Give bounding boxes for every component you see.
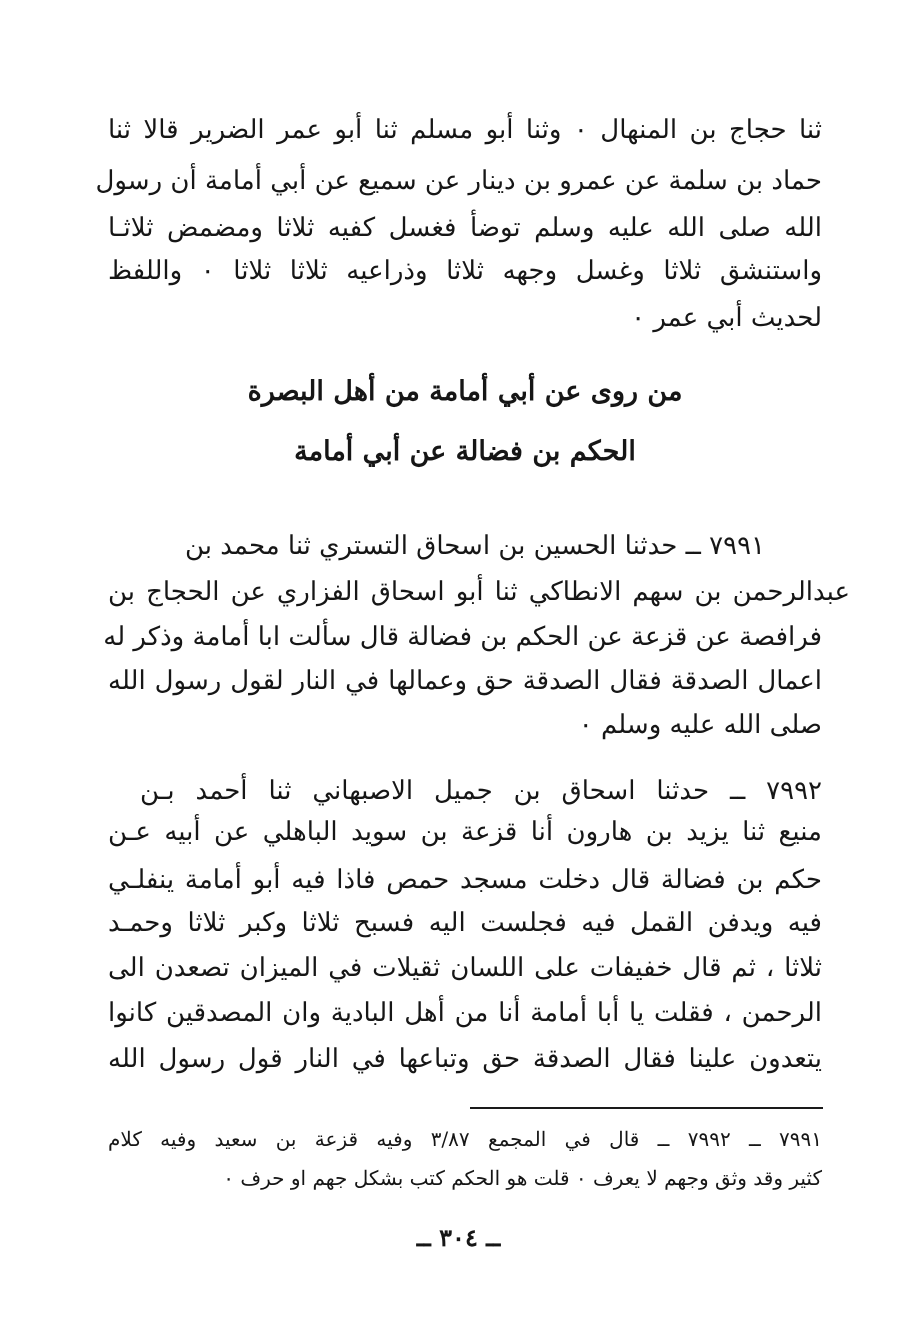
opening-line-3: الله صلى الله عليه وسلم توضأ فغسل كفيه ثلاثا ومضمض ثلاثـا xyxy=(108,213,822,243)
hadith-7992-line-1: ٧٩٩٢ ــ حدثنا اسحاق بن جميل الاصبهاني ثنا أحمد بـن xyxy=(140,776,822,806)
hadith-7992-line-3: حكم بن فضالة قال دخلت مسجد حمص فاذا فيه أبو أمامة ينفلـي xyxy=(108,865,822,895)
footnote-line-2: كثير وقد وثق وجهم لا يعرف ٠ قلت هو الحكم كتب بشكل جهم او حرف ٠ xyxy=(223,1166,822,1190)
section-heading: من روى عن أبي أمامة من أهل البصرة xyxy=(247,376,683,407)
hadith-7992-line-4: فيه ويدفن القمل فيه فجلست اليه فسبح ثلاثا وكبر ثلاثا وحمـد xyxy=(108,908,822,938)
hadith-7992-line-6: الرحمن ، فقلت يا أبا أمامة أنا من أهل البادية وان المصدقين كانوا xyxy=(108,998,822,1028)
hadith-7992-line-7: يتعدون علينا فقال الصدقة حق وتباعها في النار قول رسول الله xyxy=(108,1044,822,1074)
opening-line-5: لحديث أبي عمر ٠ xyxy=(631,303,822,333)
hadith-7991-line-1: ٧٩٩١ ــ حدثنا الحسين بن اسحاق التستري ثنا محمد بن xyxy=(184,531,765,561)
subsection-heading: الحكم بن فضالة عن أبي أمامة xyxy=(294,436,636,467)
hadith-7992-line-5: ثلاثا ، ثم قال خفيفات على اللسان ثقيلات في الميزان تصعدن الى xyxy=(108,953,822,983)
footnote-line-1: ٧٩٩١ ــ ٧٩٩٢ ــ قال في المجمع ٣/٨٧ وفيه قزعة بن سعيد وفيه كلام xyxy=(108,1127,823,1151)
opening-line-4: واستنشق ثلاثا وغسل وجهه ثلاثا وذراعيه ثلاثا ثلاثا ٠ واللفظ xyxy=(108,256,822,286)
hadith-7991-line-4: اعمال الصدقة فقال الصدقة حق وعمالها في النار لقول رسول الله xyxy=(108,666,822,696)
hadith-7991-line-5: صلى الله عليه وسلم ٠ xyxy=(578,710,822,740)
hadith-7992-line-2: منيع ثنا يزيد بن هارون أنا قزعة بن سويد الباهلي عن أبيه عـن xyxy=(108,817,822,847)
page-number: ــ ٣٠٤ ــ xyxy=(416,1223,501,1252)
hadith-7991-line-3: فرافصة عن قزعة عن الحكم بن فضالة قال سألت ابا أمامة وذكر له xyxy=(103,622,822,652)
opening-line-1: ثنا حجاج بن المنهال ٠ وثنا أبو مسلم ثنا أبو عمر الضرير قالا ثنا xyxy=(108,115,822,145)
opening-line-2: حماد بن سلمة عن عمرو بن دينار عن سميع عن أبي أمامة أن رسول xyxy=(95,166,822,196)
footnote-divider xyxy=(470,1107,823,1109)
hadith-7991-line-2: عبدالرحمن بن سهم الانطاكي ثنا أبو اسحاق الفزاري عن الحجاج بن xyxy=(108,577,850,607)
